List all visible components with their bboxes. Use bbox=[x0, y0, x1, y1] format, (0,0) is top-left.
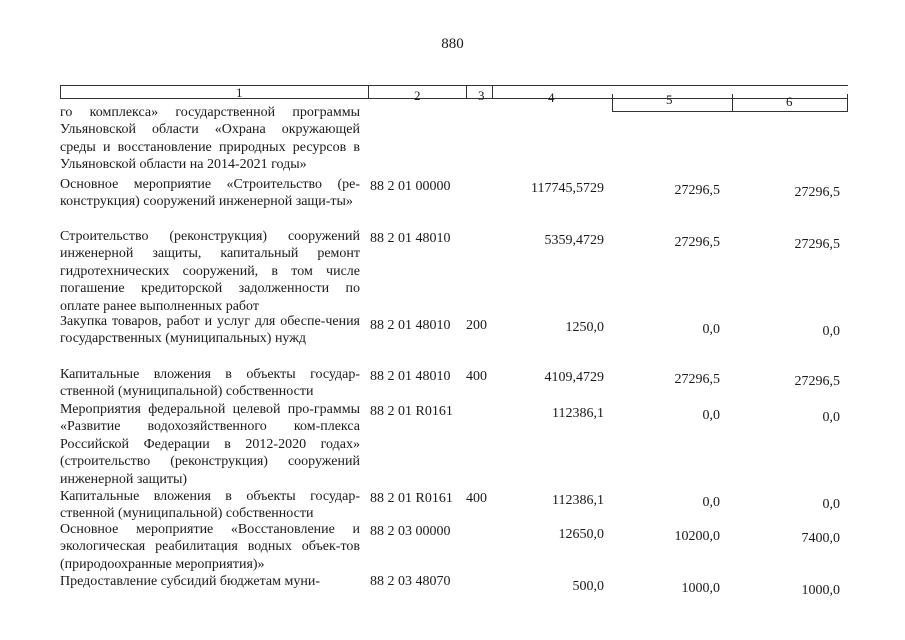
row-value-col6: 7400,0 bbox=[801, 531, 840, 546]
row-expense-type: 400 bbox=[466, 369, 487, 384]
row-value-col5: 1000,0 bbox=[681, 581, 720, 596]
row-description: Основное мероприятие «Строительство (ре-конструкция) сооружений инженерной защи-ты» bbox=[60, 177, 360, 210]
row-expense-type: 400 bbox=[466, 491, 487, 506]
column-header-3: 3 bbox=[478, 88, 485, 103]
page-number: 880 bbox=[441, 36, 464, 52]
row-value-col5: 10200,0 bbox=[674, 529, 720, 544]
row-value-col5: 0,0 bbox=[702, 322, 720, 337]
row-value-col6: 0,0 bbox=[822, 410, 840, 425]
row-description: Закупка товаров, работ и услуг для обеспе-чения государственных (муниципальных) нужд bbox=[60, 314, 360, 347]
row-code: 88 2 01 00000 bbox=[370, 179, 451, 194]
row-value-col4: 112386,1 bbox=[552, 493, 604, 508]
column-header-4: 4 bbox=[548, 90, 555, 105]
row-value-col6: 27296,5 bbox=[794, 374, 840, 389]
row-value-col4: 112386,1 bbox=[552, 406, 604, 421]
header-top-border bbox=[60, 85, 848, 86]
row-value-col4: 117745,5729 bbox=[531, 181, 604, 196]
header-divider bbox=[466, 85, 467, 99]
row-description: Мероприятия федеральной целевой про-граммы «Развитие водохозяйственного ком-плекса Российской Федерации в 2012-2020 годах» (строительство (реконструкция) сооружений инженерной защиты) bbox=[60, 402, 360, 487]
row-description: Предоставление субсидий бюджетам муни- bbox=[60, 574, 320, 589]
row-description: го комплекса» государственной программы Ульяновской области «Охрана окружающей среды и восстановление природных ресурсов в Ульяновской области на 2014-2021 годы» bbox=[60, 105, 360, 173]
row-value-col4: 500,0 bbox=[572, 579, 604, 594]
column-header-2: 2 bbox=[414, 88, 421, 103]
row-value-col5: 27296,5 bbox=[674, 183, 720, 198]
row-value-col5: 0,0 bbox=[702, 495, 720, 510]
row-description: Капитальные вложения в объекты государ-ственной (муниципальной) собственности bbox=[60, 489, 360, 522]
row-value-col4: 5359,4729 bbox=[544, 233, 604, 248]
row-value-col5: 27296,5 bbox=[674, 372, 720, 387]
header-divider bbox=[60, 85, 61, 99]
column-header-5: 5 bbox=[666, 92, 673, 107]
row-value-col6: 27296,5 bbox=[794, 185, 840, 200]
header-divider bbox=[732, 94, 733, 112]
row-description: Капитальные вложения в объекты государ-ственной (муниципальной) собственности bbox=[60, 367, 360, 400]
header-lower-border bbox=[612, 111, 848, 112]
header-divider bbox=[368, 85, 369, 99]
row-value-col5: 0,0 bbox=[702, 408, 720, 423]
row-code: 88 2 01 48010 bbox=[370, 369, 451, 384]
row-value-col6: 1000,0 bbox=[801, 583, 840, 598]
row-code: 88 2 01 R0161 bbox=[370, 491, 453, 506]
header-divider bbox=[847, 94, 848, 112]
row-expense-type: 200 bbox=[466, 318, 487, 333]
row-description: Основное мероприятие «Восстановление и экологическая реабилитация водных объек-тов (природоохранные мероприятия)» bbox=[60, 522, 360, 572]
row-value-col6: 0,0 bbox=[822, 324, 840, 339]
row-value-col4: 12650,0 bbox=[558, 527, 604, 542]
row-code: 88 2 03 48070 bbox=[370, 574, 451, 589]
header-divider bbox=[612, 94, 613, 112]
header-divider bbox=[492, 85, 493, 99]
row-value-col6: 27296,5 bbox=[794, 237, 840, 252]
row-description: Строительство (реконструкция) сооружений инженерной защиты, капитальный ремонт гидротехнических сооружений, в том числе погашение кредиторской задолженности по оплате ранее выполненных работ bbox=[60, 229, 360, 314]
header-bottom-border bbox=[60, 98, 848, 99]
row-code: 88 2 01 48010 bbox=[370, 231, 451, 246]
column-header-6: 6 bbox=[786, 94, 793, 109]
row-code: 88 2 03 00000 bbox=[370, 524, 451, 539]
row-value-col5: 27296,5 bbox=[674, 235, 720, 250]
row-value-col4: 1250,0 bbox=[565, 320, 604, 335]
row-value-col4: 4109,4729 bbox=[544, 370, 604, 385]
column-header-1: 1 bbox=[236, 85, 243, 100]
row-code: 88 2 01 R0161 bbox=[370, 404, 453, 419]
row-value-col6: 0,0 bbox=[822, 497, 840, 512]
row-code: 88 2 01 48010 bbox=[370, 318, 451, 333]
